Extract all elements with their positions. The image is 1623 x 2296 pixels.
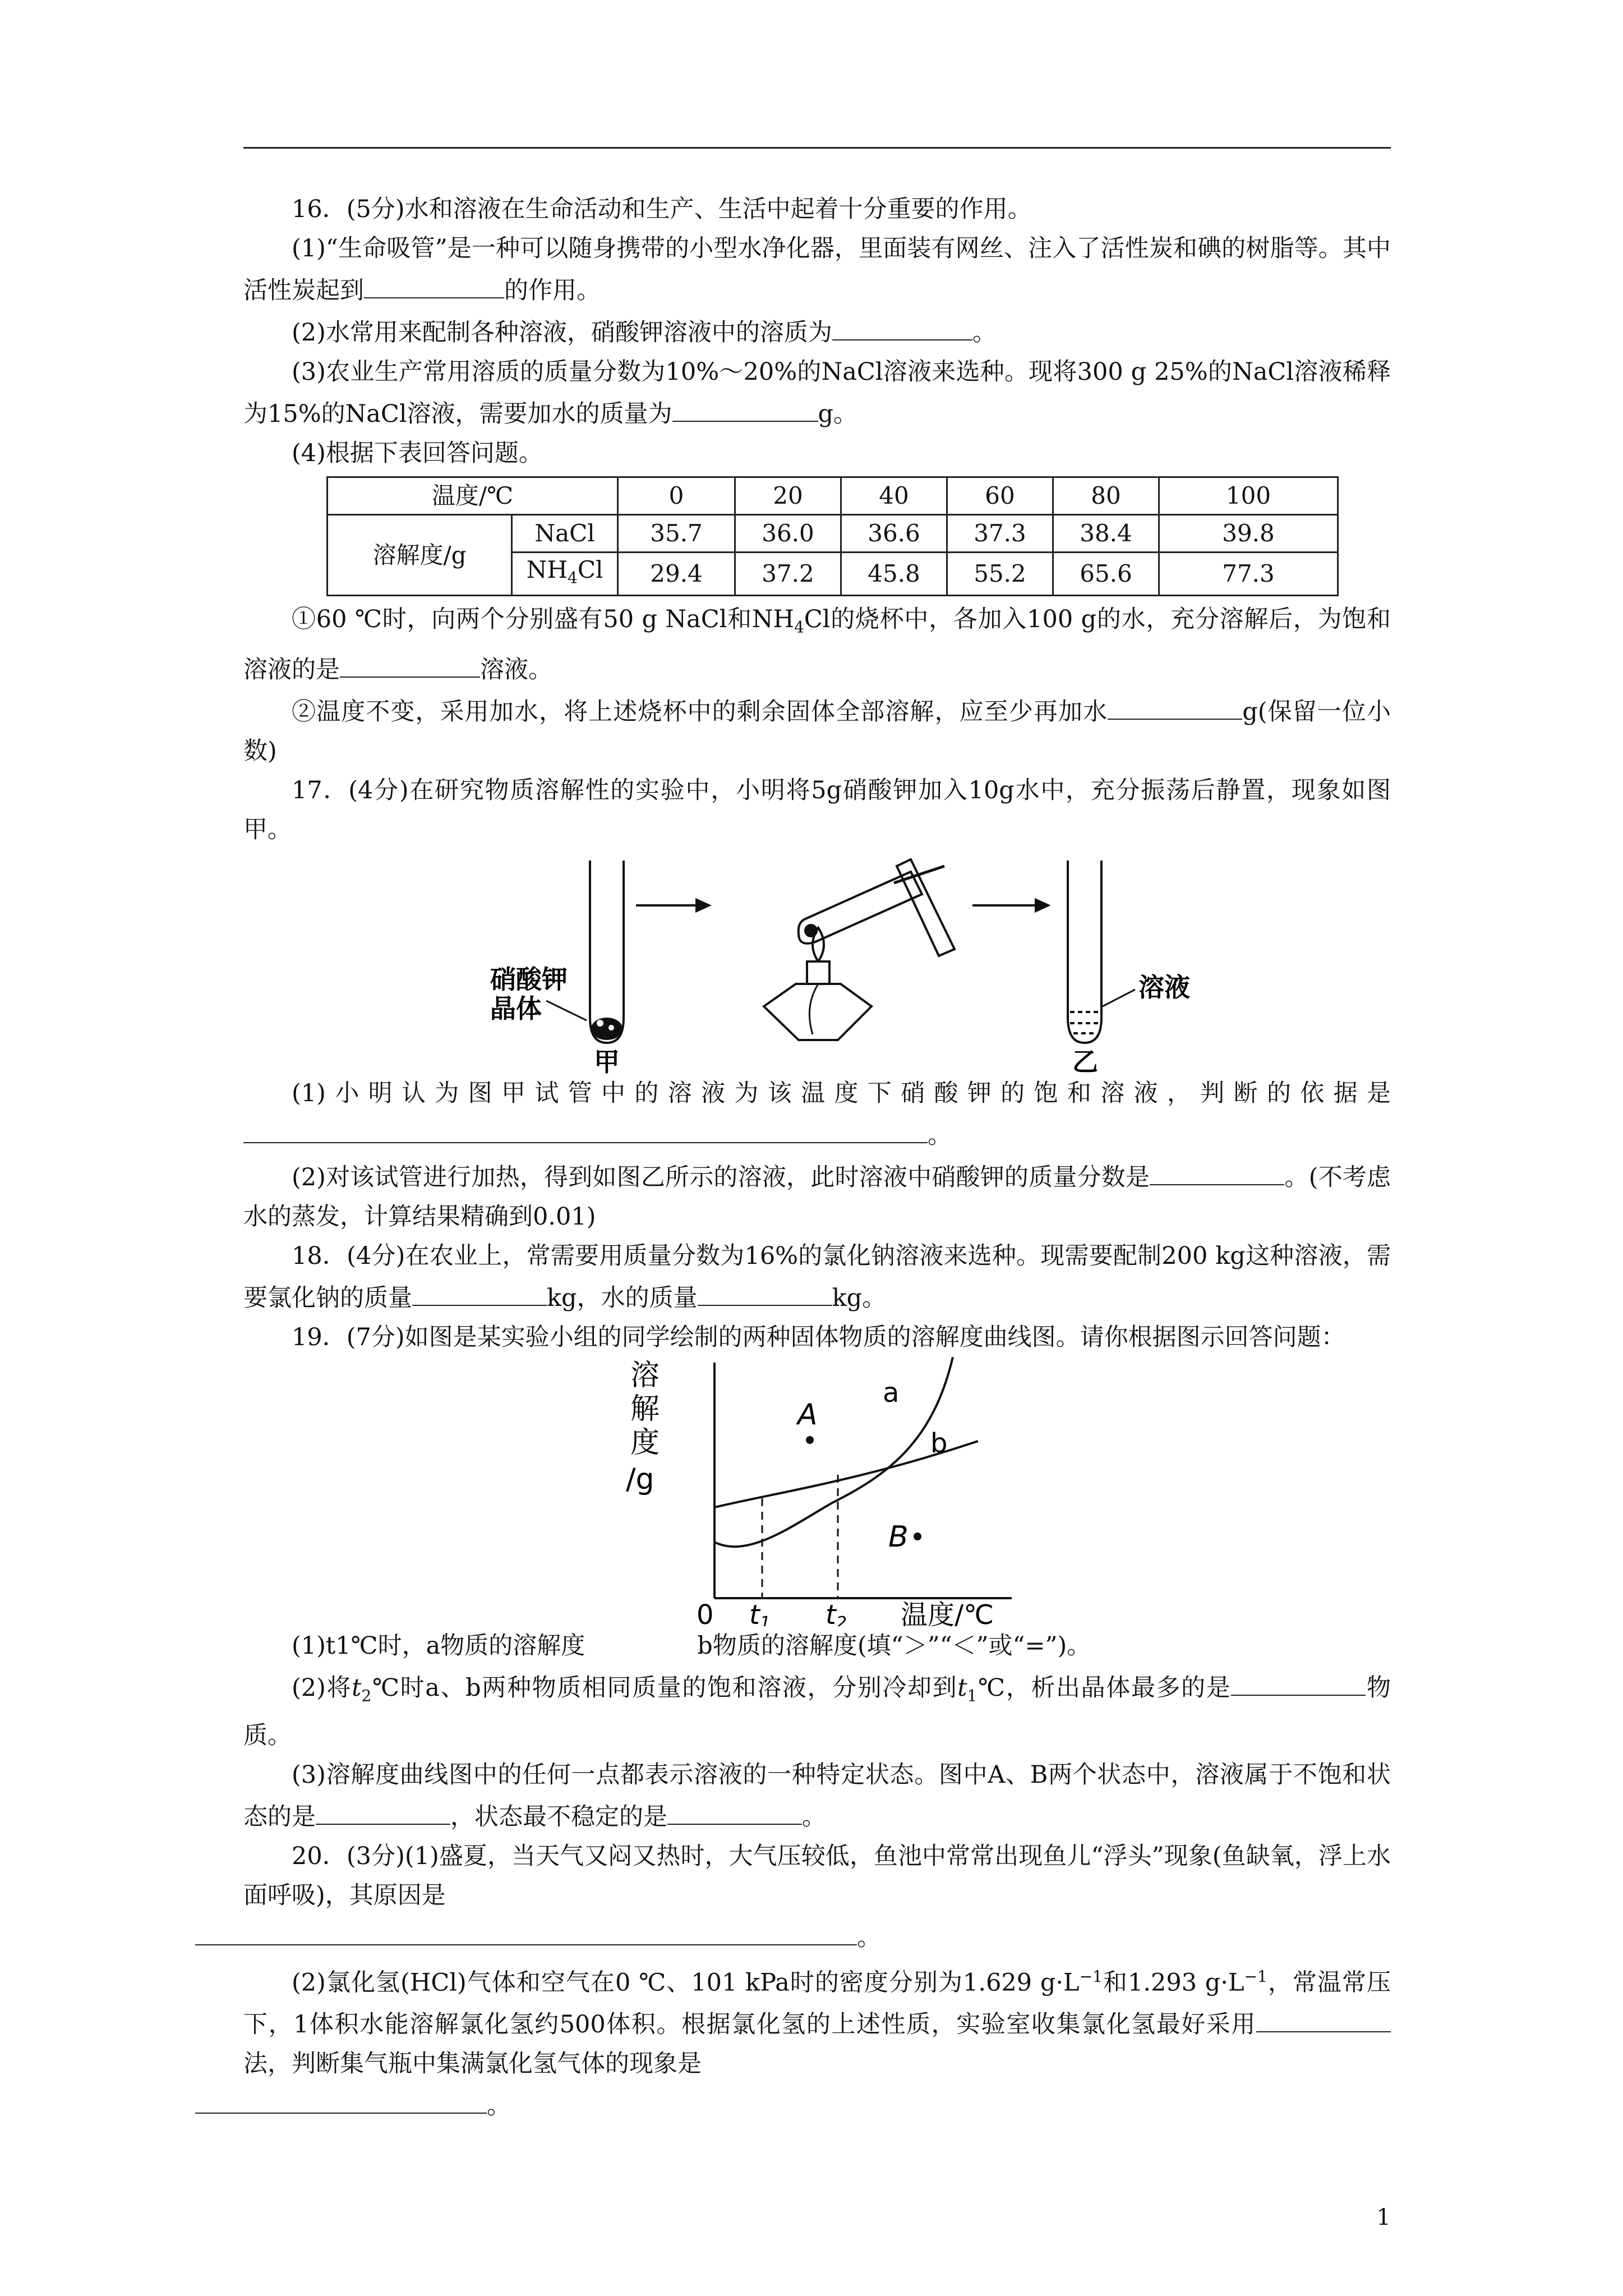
value-cell: 29.4: [618, 553, 735, 596]
q17-figure: [243, 849, 1391, 1074]
origin-label: 0: [697, 1599, 714, 1626]
answer-blank[interactable]: [195, 2083, 487, 2114]
answer-blank[interactable]: [1256, 2002, 1391, 2032]
solubility-header: 溶解度/g: [328, 515, 512, 596]
q17-part1: (1)小明认为图甲试管中的溶液为该温度下硝酸钾的饱和溶液，判断的依据是。: [243, 1074, 1391, 1155]
point-a-marker: [806, 1436, 814, 1444]
temp-cell: 60: [947, 477, 1053, 515]
q17-stem: 17．(4分)在研究物质溶解性的实验中，小明将5g硝酸钾加入10g水中，充分振荡后静置，现象如图甲。: [243, 776, 1391, 844]
q20-part2: (2)氯化氢(HCl)气体和空气在0 ℃、101 kPa时的密度分别为1.629 $g\cdot L^{-1}$和1.293 $g\cdot L^{-1}$，常温常压下，1体积水能溶解氯化氢约500体积。根据氯化氢的上述性质，实验室收集氯化氢最好采用法，判断集气瓶中集满氯化氢气体的现象是 。: [243, 1957, 1391, 2125]
temp-cell: 80: [1053, 477, 1159, 515]
substance-name: NaCl: [512, 515, 618, 553]
answer-blank[interactable]: [667, 1795, 802, 1825]
answer-blank[interactable]: [364, 268, 504, 298]
crystal-label-1: 硝酸钾: [490, 964, 568, 995]
temp-cell: 40: [841, 477, 947, 515]
value-cell: 37.2: [735, 553, 841, 596]
answer-blank[interactable]: [340, 647, 480, 678]
answer-blank[interactable]: [672, 392, 818, 422]
q20-part1: 20．(3分)(1)盛夏，当天气又闷又热时，大气压较低，鱼池中常常出现鱼儿“浮头”现象(鱼缺氧，浮上水面呼吸)，其原因是 。: [243, 1837, 1391, 1957]
experiment-illustration: [243, 849, 1391, 1074]
substance-name: $NH_4Cl$: [512, 553, 618, 596]
y-axis-label: 解: [630, 1392, 660, 1426]
value-cell: 35.7: [618, 515, 735, 553]
arrow-right-icon: [636, 900, 709, 911]
temp-cell: 0: [618, 477, 735, 515]
answer-blank[interactable]: [1231, 1665, 1366, 1696]
temp-cell: 20: [735, 477, 841, 515]
q19-figure: [243, 1357, 1391, 1626]
header-rule: [243, 147, 1391, 149]
value-cell: 36.0: [735, 515, 841, 553]
solution-label: 溶液: [1138, 972, 1190, 1002]
test-tube-jia: [590, 861, 624, 1043]
table-row: [328, 515, 1338, 553]
table-row: [328, 477, 1338, 515]
y-axis-label: 度: [630, 1425, 660, 1460]
curve-b-label: b: [930, 1427, 948, 1459]
crystal-label-2: 晶体: [490, 993, 542, 1024]
answer-blank[interactable]: [832, 310, 972, 341]
q16-part3: (3)农业生产常用溶质的质量分数为10%～20%的NaCl溶液来选种。现将300 g 25%的NaCl溶液稀释为15%的NaCl溶液，需要加水的质量为 g。: [243, 358, 1391, 428]
answer-blank[interactable]: [195, 1915, 857, 1945]
temp-cell: 100: [1159, 477, 1338, 515]
answer-blank[interactable]: [412, 1276, 547, 1306]
label-yi: 乙: [1072, 1046, 1098, 1074]
value-cell: 65.6: [1053, 553, 1159, 596]
document-body: [243, 190, 1391, 2125]
alcohol-lamp-icon: [764, 928, 872, 1040]
q16-sub1: ①60 ℃时，向两个分别盛有50 g NaCl和$NH_4Cl$的烧杯中，各加入100 g的水，充分溶解后，为饱和溶液的是 溶液。: [243, 605, 1391, 684]
q18: 18．(4分)在农业上，常需要用质量分数为16%的氯化钠溶液来选种。现需要配制200 kg这种溶液，需要氯化钠的质量 kg，水的质量 kg。: [243, 1241, 1391, 1312]
q16-part2: (2)水常用来配制各种溶液，硝酸钾溶液中的溶质为 。: [243, 310, 1391, 352]
y-axis-label: 溶: [630, 1358, 660, 1392]
answer-blank[interactable]: [698, 1276, 832, 1306]
page-number: 1: [1376, 2205, 1391, 2230]
curve-a: [714, 1357, 953, 1547]
answer-blank[interactable]: [1108, 689, 1242, 720]
q19-part3: (3)溶解度曲线图中的任何一点都表示溶液的一种特定状态。图中A、B两个状态中，溶液属于不饱和状态的是 ，状态最不稳定的是 。: [243, 1760, 1391, 1831]
point-b-label: B: [888, 1520, 909, 1554]
solubility-curve-chart: [243, 1357, 1391, 1626]
heated-test-tube: [799, 859, 955, 956]
q19-part1: (1)t1℃时，a物质的溶解度 b物质的溶解度(填“＞”“＜”或“=”)。: [292, 1631, 1091, 1660]
answer-blank[interactable]: [1150, 1155, 1284, 1185]
q16-part4: (4)根据下表回答问题。: [292, 439, 543, 467]
q17-part2: (2)对该试管进行加热，得到如图乙所示的溶液，此时溶液中硝酸钾的质量分数是 。(不考虑水的蒸发，计算结果精确到0.01): [243, 1155, 1391, 1236]
q19-part2: (2)将$t_2℃$时a、b两种物质相同质量的饱和溶液，分别冷却到$t_1℃$，析出晶体最多的是 物质。: [243, 1665, 1391, 1755]
q16-part1: (1)“生命吸管”是一种可以随身携带的小型水净化器，里面装有网丝、注入了活性炭和碘的树脂等。其中活性炭起到 的作用。: [243, 234, 1391, 305]
label-jia: 甲: [594, 1046, 620, 1074]
test-tube-yi: [1068, 861, 1101, 1043]
value-cell: 37.3: [947, 515, 1053, 553]
value-cell: 38.4: [1053, 515, 1159, 553]
q16-stem: 16．(5分)水和溶液在生命活动和生产、生活中起着十分重要的作用。: [292, 195, 1032, 223]
point-a-label: A: [797, 1397, 818, 1432]
curve-a-label: a: [883, 1377, 900, 1409]
answer-blank[interactable]: [243, 1113, 928, 1143]
value-cell: 39.8: [1159, 515, 1338, 553]
point-b-marker: [914, 1533, 921, 1540]
arrow-right-icon: [972, 900, 1048, 911]
y-axis-label: /g: [626, 1462, 654, 1496]
q16-sub2: ②温度不变，采用加水，将上述烧杯中的剩余固体全部溶解，应至少再加水 g(保留一位小数): [243, 689, 1391, 771]
value-cell: 55.2: [947, 553, 1053, 596]
q19-stem: 19．(7分)如图是某实验小组的同学绘制的两种固体物质的溶解度曲线图。请你根据图示回答问题：: [292, 1323, 1345, 1351]
t2-label: t2: [826, 1599, 847, 1626]
x-axis-label: 温度/℃: [901, 1599, 994, 1626]
temp-header: 温度/℃: [328, 477, 618, 515]
solubility-table: [326, 476, 1339, 596]
value-cell: 36.6: [841, 515, 947, 553]
answer-blank[interactable]: [316, 1795, 450, 1825]
t1-label: t1: [749, 1599, 771, 1626]
value-cell: 77.3: [1159, 553, 1338, 596]
value-cell: 45.8: [841, 553, 947, 596]
